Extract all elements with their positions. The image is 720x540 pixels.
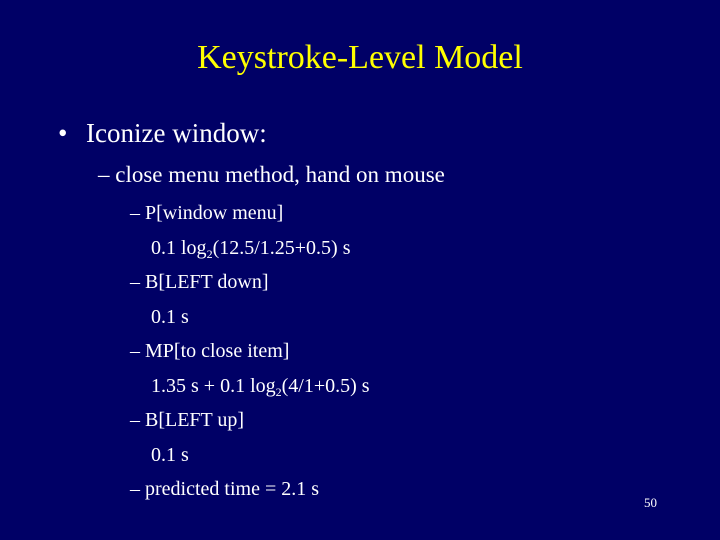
step-value: 0.1 $\log_2(12.5/1.25+0.5)$ s <box>151 236 351 261</box>
step-value: 0.1 s <box>151 305 189 328</box>
step-label: – P[window menu] <box>130 202 284 224</box>
subscript: 2 <box>206 246 213 261</box>
step-value: 1.35 s + 0.1 $\log_2(4/1+0.5)$ s <box>151 374 370 399</box>
bullet-marker: • <box>58 118 68 148</box>
main-bullet-text: Iconize window: <box>86 118 267 148</box>
step-label: – MP[to close item] <box>130 340 290 362</box>
step-label: – B[LEFT down] <box>130 271 269 293</box>
step-label: – B[LEFT up] <box>130 409 245 431</box>
slide-title: Keystroke-Level Model <box>197 39 523 76</box>
main-bullet <box>58 113 267 153</box>
step-value: 0.1 s <box>151 443 189 466</box>
subscript: 2 <box>275 384 282 399</box>
step-list <box>130 196 370 507</box>
result-line: – predicted time = 2.1 s <box>130 478 320 500</box>
sub-bullet: – close menu method, hand on mouse <box>98 162 445 187</box>
page-number: 50 <box>644 495 657 510</box>
